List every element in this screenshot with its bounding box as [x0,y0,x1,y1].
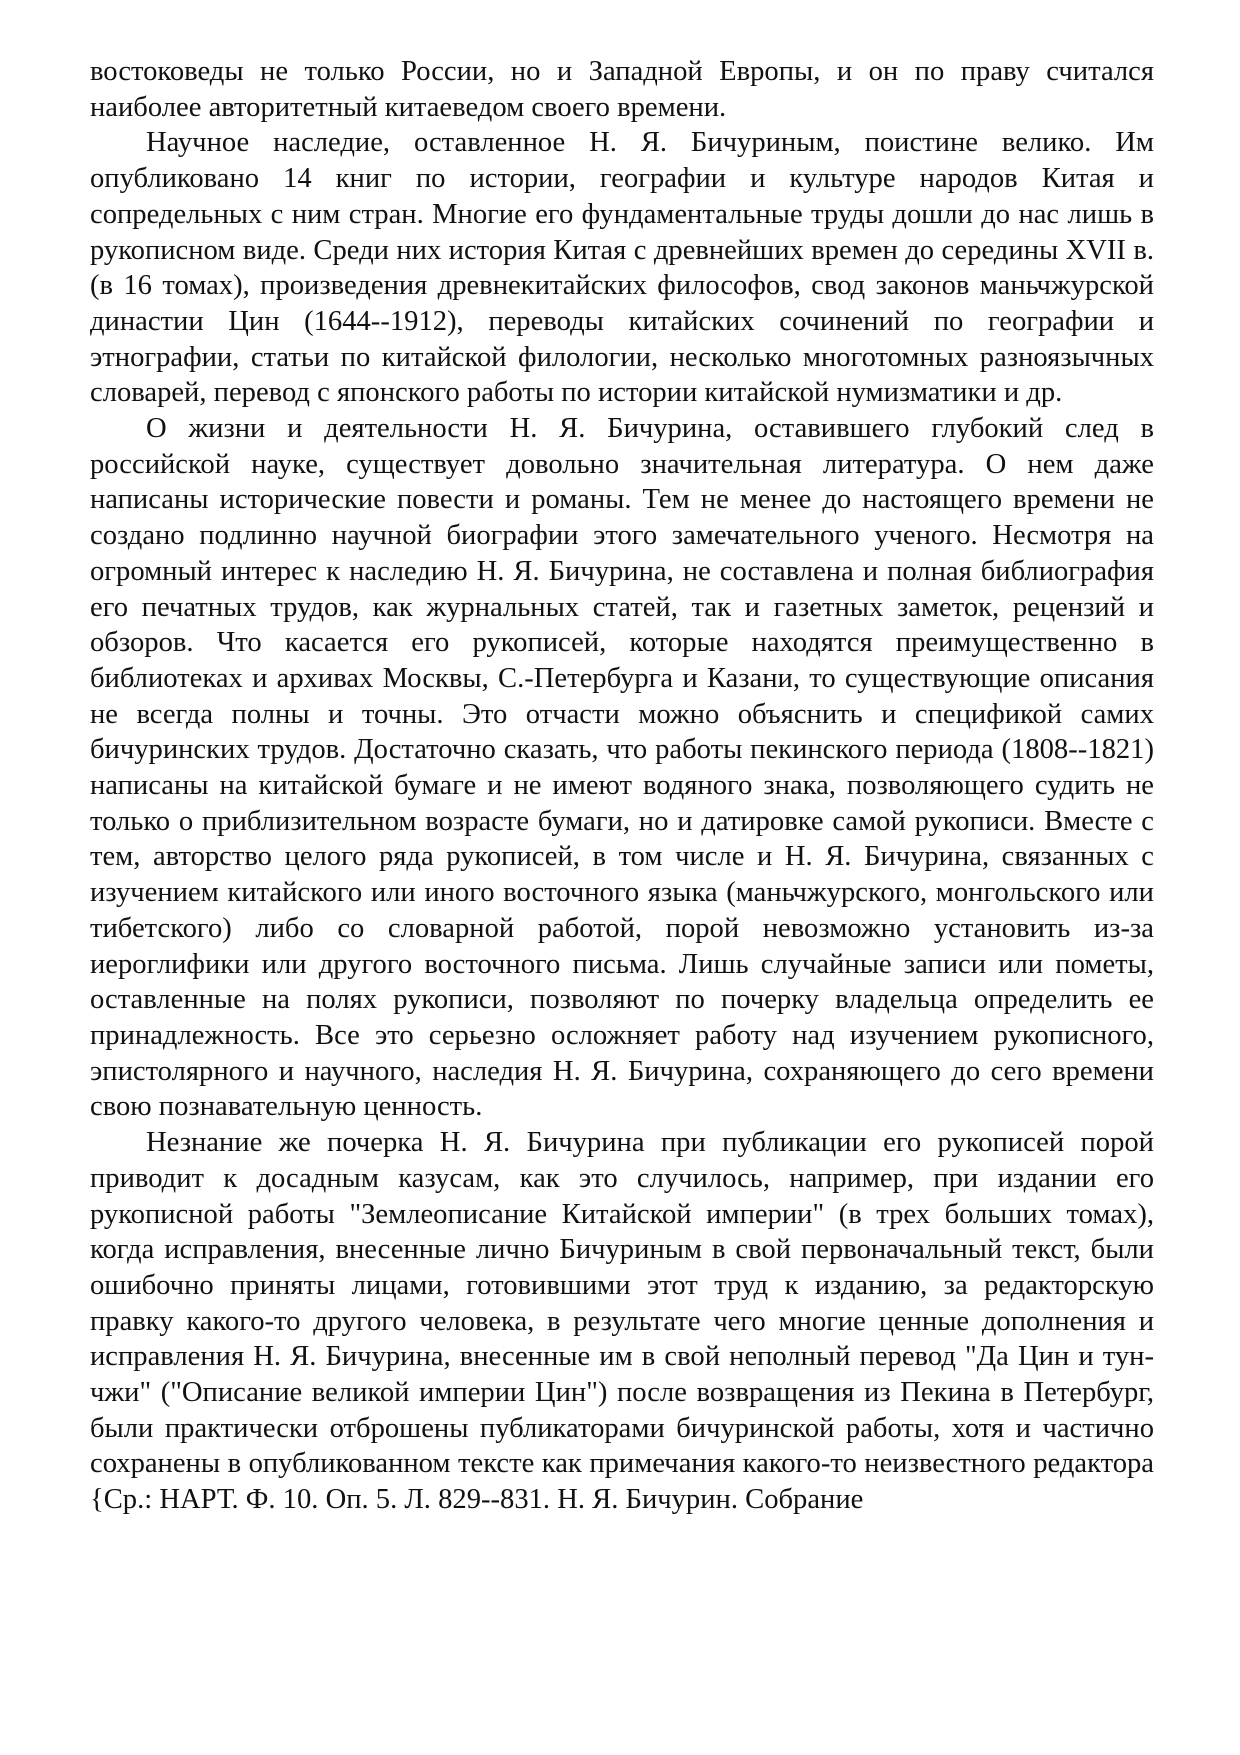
paragraph-scientific-legacy: Научное наследие, оставленное Н. Я. Бичуриным, поистине велико. Им опубликовано 14 книг по истории, географии и культуре народов Китая и сопредельных с ним стран. Многие его фундаментальные труды дошли до нас лишь в рукописном виде. Среди них история Китая с древнейших времен до середины XVII в. (в 16 томах), произведения древнекитайских философов, свод законов маньчжурской династии Цин (1644--1912), переводы китайских сочинений по географии и этнографии, статьи по китайской филологии, несколько многотомных разноязычных словарей, перевод с японского работы по истории китайской нумизматики и др. [90,127,1154,409]
paragraph-handwriting: Незнание же почерка Н. Я. Бичурина при публикации его рукописей порой приводит к досадным казусам, как это случилось, например, при издании его рукописной работы "Землеописание Китайской империи" (в трех больших томах), когда исправления, внесенные лично Бичуриным в свой первоначальный текст, были ошибочно приняты лицами, готовившими этот труд к изданию, за редакторскую правку какого-то другого человека, в результате чего многие ценные дополнения и исправления Н. Я. Бичурина, внесенные им в свой неполный перевод "Да Цин и тун-чжи" ("Описание великой империи Цин") после возвращения из Пекина в Петербург, были практически отброшены публикаторами бичуринской работы, хотя и частично сохранены в опубликованном тексте как примечания какого-то неизвестного редактора {Ср.: НАРТ. Ф. 10. Оп. 5. Л. 829--831. Н. Я. Бичурин. Собрание [90,1127,1154,1516]
paragraph-life-and-work: О жизни и деятельности Н. Я. Бичурина, оставившего глубокий след в российской науке, существует довольно значительная литература. О нем даже написаны исторические повести и романы. Тем не менее до настоящего времени не создано подлинно научной биографии этого замечательного ученого. Несмотря на огромный интерес к наследию Н. Я. Бичурина, не составлена и полная библиография его печатных трудов, как журнальных статей, так и газетных заметок, рецензий и обзоров. Что касается его рукописей, которые находятся преимущественно в библиотеках и архивах Москвы, С.-Петербурга и Казани, то существующие описания не всегда полны и точны. Это отчасти можно объяснить и спецификой самих бичуринских трудов. Достаточно сказать, что работы пекинского периода (1808--1821) написаны на китайской бумаге и не имеют водяного знака, позволяющего судить не только о приблизительном возрасте бумаги, но и датировке самой рукописи. Вместе с тем, авторство целого ряда рукописей, в том числе и Н. Я. Бичурина, связанных с изучением китайского или иного восточного языка (маньчжурского, монгольского или тибетского) либо со словарной работой, порой невозможно установить из-за иероглифики или другого восточного письма. Лишь случайные записи или пометы, оставленные на полях рукописи, позволяют по почерку владельца определить ее принадлежность. Все это серьезно осложняет работу над изучением рукописного, эпистолярного и научного, наследия Н. Я. Бичурина, сохраняющего до сего времени свою познавательную ценность. [90,413,1154,1123]
paragraph-continuation: востоковеды не только России, но и Западной Европы, и он по праву считался наиболее авторитетный китаеведом своего времени. [90,56,1154,123]
document-page [90,54,1154,1518]
